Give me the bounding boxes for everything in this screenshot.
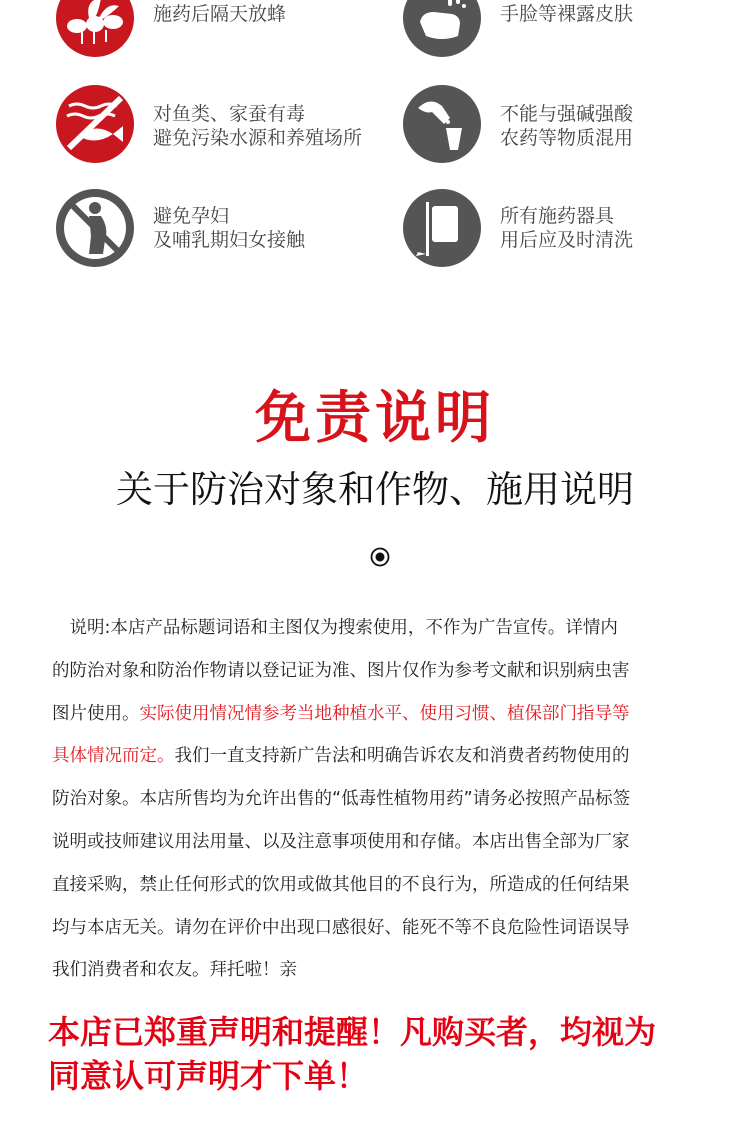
warning-sprayer	[402, 188, 742, 268]
no-mix-icon	[402, 84, 482, 164]
body-line: 防治对象。本店所售均为允许出售的“低毒性植物用药”请务必按照产品标签	[52, 789, 631, 810]
body-line: 直接采购，禁止任何形式的饮用或做其他目的不良行为，所造成的任何结果	[52, 874, 630, 895]
warning-line-2: 手脸等裸露皮肤	[500, 3, 634, 25]
sprayer-icon	[402, 188, 482, 268]
purchase-notice	[48, 1010, 738, 1098]
warning-bee	[55, 0, 395, 58]
body-highlight: 具体情况而定。	[52, 746, 175, 767]
warning-line-2: 农药等物质混用	[500, 127, 634, 149]
no-fish-icon	[55, 84, 135, 164]
warning-line-2: 用后应及时清洗	[500, 229, 634, 251]
no-pregnant-icon	[55, 188, 135, 268]
hand-wash-icon	[402, 0, 482, 58]
notice-line-1: 本店已郑重声明和提醒！凡购买者，均视为	[48, 1013, 657, 1051]
warning-line-1: 不能与强碱强酸	[500, 103, 634, 125]
bee-icon	[55, 0, 135, 58]
body-text: 图片使用。	[52, 703, 140, 724]
disclaimer-subtitle: 关于防治对象和作物、施用说明	[116, 468, 634, 511]
notice-line-2: 同意认可声明才下单！	[48, 1057, 369, 1095]
warning-line-2: 施药后隔天放蜂	[153, 3, 287, 25]
warning-fish	[55, 84, 395, 164]
disclaimer-title: 免责说明	[255, 386, 495, 451]
body-line: 说明或技师建议用法用量、以及注意事项使用和存储。本店出售全部为厂家	[52, 831, 630, 852]
warning-line-1: 避免孕妇	[153, 205, 230, 227]
disclaimer-body	[52, 607, 702, 992]
warning-hand-wash	[402, 0, 742, 58]
warning-line-2: 避免污染水源和养殖场所	[153, 127, 363, 149]
body-line	[52, 693, 702, 736]
body-text: 我们一直支持新广告法和明确告诉农友和消费者药物使用的	[174, 746, 630, 767]
warning-line-1: 对鱼类、家蚕有毒	[153, 103, 306, 125]
warning-grid	[0, 0, 750, 290]
body-line: 的防治对象和防治作物请以登记证为准、图片仅作为参考文献和识别病虫害	[52, 660, 630, 681]
body-line	[52, 735, 702, 778]
warning-pregnant	[55, 188, 395, 268]
warning-line-2: 及哺乳期妇女接触	[153, 229, 306, 251]
body-line: 均与本店无关。请勿在评价中出现口感很好、能死不等不良危险性词语误导	[52, 917, 630, 938]
warning-mix	[402, 84, 742, 164]
body-highlight: 实际使用情况情参考当地种植水平、使用习惯、植保部门指导等	[139, 703, 630, 724]
warning-line-1: 所有施药器具	[500, 205, 615, 227]
body-line: 我们消费者和农友。拜托啦！亲	[52, 960, 297, 981]
body-line: 说明:本店产品标题词语和主图仅为搜索使用，不作为广告宣传。详情内	[52, 618, 618, 638]
target-icon	[370, 547, 390, 567]
